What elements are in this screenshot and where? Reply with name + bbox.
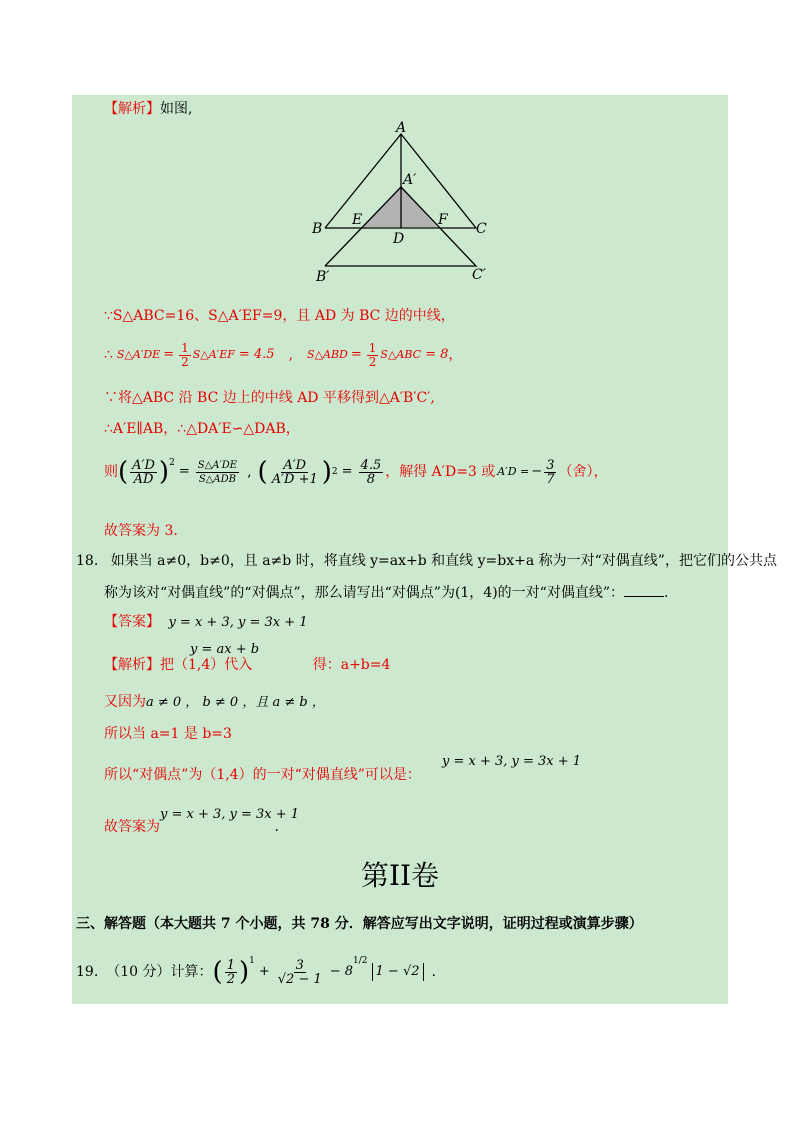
q18-text1: 如果当 a≠0，b≠0，且 a≠b 时，将直线 y=ax+b 和直线 y=bx+a 称为一对“对偶直线”，把它们的公共点: [110, 553, 777, 569]
rejected-text: （舍），: [558, 464, 608, 480]
rationalize-fraction: $\frac{3}{√2 - 1}$: [277, 957, 322, 987]
minus-eight: − 8: [329, 964, 354, 979]
label-c-prime: C′: [472, 267, 486, 283]
answer-tag: 【答案】: [104, 614, 160, 630]
answer-blank[interactable]: [624, 584, 664, 597]
analysis-heading: [104, 100, 192, 118]
q18-so-line: 所以“对偶点”为（1,4）的一对“对偶直线”可以是：: [104, 767, 421, 783]
shaded-triangle: [362, 187, 437, 227]
then-word: 则: [104, 464, 118, 480]
q19-number: 19.: [76, 964, 99, 980]
label-e: E: [352, 212, 363, 228]
dual-lines-math: y = x + 3, y = 3x + 1: [442, 754, 582, 769]
q18-when-line: 所以当 a=1 是 b=3: [104, 726, 232, 742]
q17-line1: ∵S△ABC=16、S△A′EF=9，且 AD 为 BC 边的中线，: [104, 308, 455, 324]
q18-also-line: [104, 693, 325, 712]
exponent-half: 1/2: [353, 956, 368, 966]
answer-equations: y = x + 3, y = 3x + 1: [168, 615, 308, 630]
q17-line2: ∴ S△A′DE = $\frac{1}{2}$ S△A′EF = 4.5 , S△ABD = $\frac{1}{2}$ S△ABC = 8 ，: [104, 340, 463, 369]
solve-text: ，解得 A′D=3 或: [385, 464, 496, 480]
analysis-tag-2: 【解析】: [104, 657, 160, 673]
triangle-figure: [300, 118, 500, 288]
value-8: = 8: [425, 347, 449, 362]
label-a-prime: A′: [403, 172, 417, 188]
section-heading: 三、解答题（本大题共 7 个小题，共 78 分．解答应写出文字说明，证明过程或演算步骤）: [76, 916, 643, 932]
value-4-5: = 4.5: [238, 347, 275, 362]
area-a-prime-de: S△A′DE: [116, 348, 161, 361]
result-text: 得：a+b=4: [312, 657, 391, 673]
q17-answer: 故答案为 3.: [104, 523, 178, 539]
intro-text: 如图,: [160, 101, 193, 117]
q18-number: 18.: [76, 553, 99, 569]
analysis-tag: 【解析】: [104, 101, 160, 117]
q17-line5: 则 ( $\frac{A'D}{AD}$ ) $^2$ = $\frac{S\triangle A'DE}{\text{S△ADB}}$ , ( $\frac{A'D}{A'D +1}$ ) 2 = $\frac{4.5}{8}$ ，解得 A′D=3 或 A′D = − $\frac{3}{7}$ （舍），: [104, 457, 608, 487]
q18-analysis-line: [104, 656, 390, 674]
final-text: 故答案为: [104, 819, 160, 835]
ratio-fraction-2: $\frac{A'D}{A'D +1}$: [271, 457, 318, 487]
substitute-text: 把（1,4）代入: [160, 657, 253, 673]
label-f: F: [438, 212, 448, 228]
label-d: D: [393, 231, 405, 247]
ratio-fraction: $\frac{A'D}{AD}$: [132, 457, 155, 487]
label-a: A: [396, 120, 407, 136]
q19-line: 19. （10 分）计算： ( $\frac{1}{2}$ ) $^1$ + $\frac{3}{√2 - 1}$ − 8 $^{1/2}$ 1 − √2 .: [76, 952, 436, 992]
final-math: y = x + 3, y = 3x + 1: [160, 807, 300, 822]
q18-text2: 称为该对“对偶直线”的“对偶点”，那么请写出“对偶点”为(1，4)的一对“对偶直线”：: [104, 585, 624, 601]
area-abc: S△ABC: [380, 348, 422, 361]
label-c: C: [476, 221, 487, 237]
half-base-fraction: $\frac{1}{2}$: [226, 957, 235, 987]
also-text: 又因为: [104, 694, 146, 710]
conditions-math: a ≠ 0 ， b ≠ 0 ，且 a ≠ b ，: [146, 695, 325, 710]
area-a-prime-ef: S△A′EF: [192, 348, 235, 361]
q17-line4: ∴A′E∥AB，∴△DA′E∽△DAB，: [104, 421, 300, 437]
q17-line3: ∵将△ABC 沿 BC 边上的中线 AD 平移得到△A′B′C′,: [104, 390, 435, 406]
volume-title: 第II卷: [360, 859, 440, 892]
q19-score: （10 分）计算：: [106, 964, 213, 980]
exponent-1: 1: [249, 956, 255, 966]
label-b: B: [312, 221, 323, 237]
q18-line2: 称为该对“对偶直线”的“对偶点”，那么请写出“对偶点”为(1，4)的一对“对偶直线”： .: [104, 585, 669, 601]
area-abd: S△ABD: [307, 348, 348, 361]
half-fraction-2: $\frac{1}{2}$: [368, 340, 377, 369]
line-equation: y = ax + b: [190, 642, 260, 657]
q18-answer-line: [104, 613, 308, 632]
therefore-symbol: ∴: [104, 347, 113, 363]
absolute-value: 1 − √2: [372, 963, 424, 981]
area-ratio-fraction: $\frac{S\triangle A'DE}{\text{S△ADB}}$: [197, 459, 238, 485]
q18-final-line: 故答案为 .: [104, 819, 279, 835]
so-equations: [442, 752, 581, 771]
value-fraction: $\frac{4.5}{8}$: [360, 457, 382, 487]
half-fraction: $\frac{1}{2}$: [181, 340, 189, 369]
negative-root-fraction: $\frac{3}{7}$: [546, 457, 555, 487]
label-b-prime: B′: [316, 269, 330, 285]
q18-line1: [76, 552, 777, 570]
